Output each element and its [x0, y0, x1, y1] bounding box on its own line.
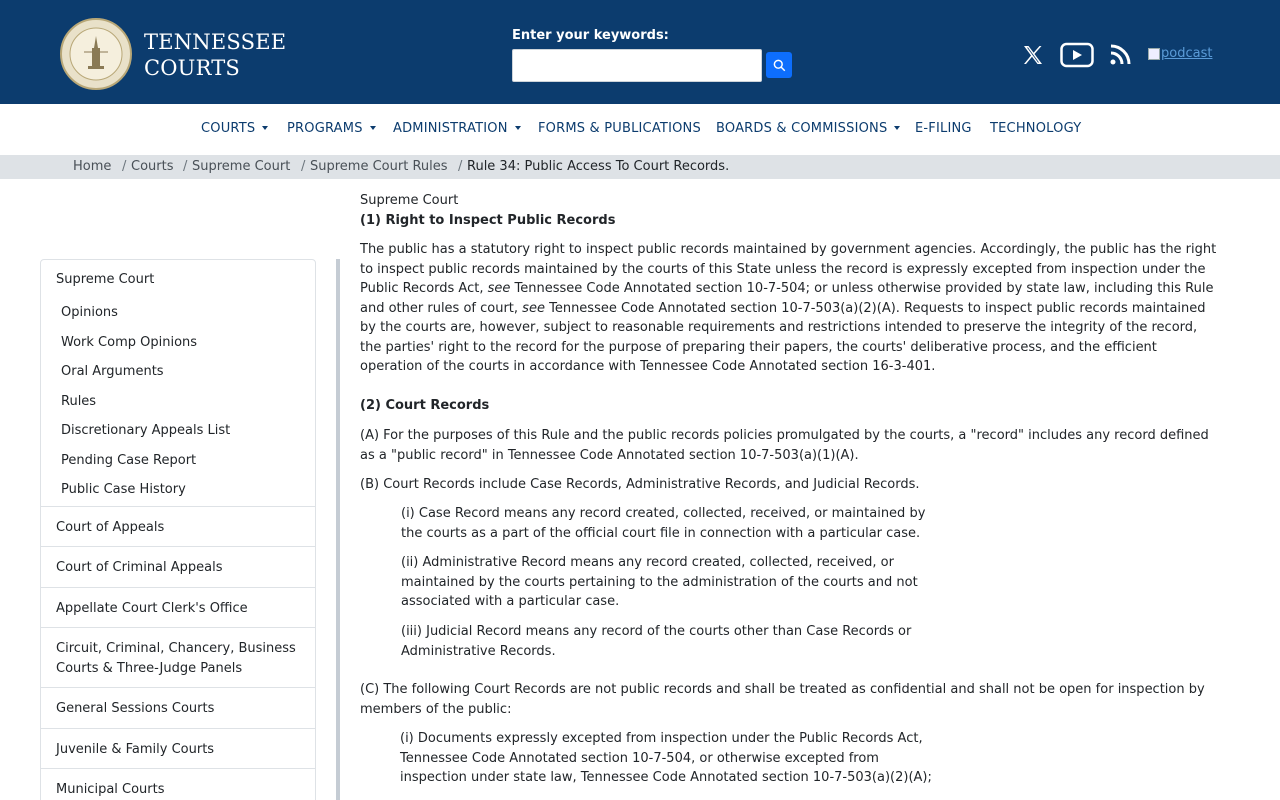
nav-label: E-FILING — [915, 121, 972, 136]
nav-label: COURTS — [201, 121, 256, 136]
site-brand[interactable] — [144, 29, 286, 81]
nav-technology[interactable] — [990, 121, 1081, 136]
text-run: Tennessee Code Annotated section 10-7-503(a)(2)(A). Requests to inspect public records maintained by the courts are, however, subject to reasonable requirements and restrictions intended to preserve the integrity of the record, the parties' right to the record for the purpose of preparing their papers, the courts' deliberative process, and the efficient operation of the courts in accordance with Tennessee Code Annotated section 16-3-401. — [360, 300, 1206, 374]
sidebar-subitem-oral-arguments[interactable]: Oral Arguments — [61, 364, 164, 379]
sidebar-item-court-of-criminal-appeals[interactable]: Court of Criminal Appeals — [41, 546, 315, 587]
search-input[interactable] — [512, 49, 762, 82]
text-run: Tennessee Code Annotated section 10-7-504; or unless otherwise provided by state law, including this Rule and other rules of court, — [360, 281, 1214, 316]
podcast-link[interactable] — [1148, 46, 1212, 61]
search-button[interactable] — [766, 52, 792, 78]
nav-boards-commissions[interactable] — [716, 121, 900, 136]
breadcrumb-separator: / — [301, 159, 306, 174]
breadcrumb-courts[interactable]: Courts — [131, 159, 174, 174]
sidebar-subitem-public-case-history[interactable]: Public Case History — [61, 482, 186, 497]
text-run: The public has a statutory right to inspect public records maintained by government agencies. Accordingly, the public has the right to inspect public records maintained by the courts of this State unless the record is expressly excepted from inspection under the Public Records Act, — [360, 242, 1217, 296]
sidebar-item-supreme-court[interactable]: Supreme Court — [56, 272, 155, 287]
text-run-italic: see — [522, 300, 545, 316]
x-twitter-icon — [1021, 43, 1045, 67]
sidebar-item-circuit-criminal-chancery[interactable]: Circuit, Criminal, Chancery, Business Courts & Three-Judge Panels — [41, 627, 315, 688]
section-2-para-b-iii: (iii) Judicial Record means any record of the courts other than Case Records or Administrative Records. — [401, 624, 912, 659]
breadcrumb-separator: / — [122, 159, 127, 174]
nav-label: ADMINISTRATION — [393, 121, 508, 136]
section-2-para-c-i: (i) Documents expressly excepted from inspection under the Public Records Act, Tennessee Code Annotated section 10-7-504, or otherwise excepted from inspection under state law, Tennessee Code Annotated section 10-7-503(a)(2)(A); — [400, 731, 932, 785]
breadcrumb-current: Rule 34: Public Access To Court Records. — [467, 159, 730, 174]
podcast-alt-text: podcast — [1161, 46, 1213, 61]
brand-line-2: COURTS — [144, 56, 241, 80]
broken-image-icon — [1148, 48, 1160, 60]
section-2-para-b: (B) Court Records include Case Records, Administrative Records, and Judicial Records. — [360, 477, 920, 492]
breadcrumb — [0, 155, 1280, 179]
breadcrumb-supreme-court-rules[interactable]: Supreme Court Rules — [310, 159, 448, 174]
nav-courts[interactable] — [201, 121, 268, 136]
state-seal-logo[interactable] — [60, 18, 132, 90]
sidebar-item-appellate-clerk[interactable]: Appellate Court Clerk's Office — [41, 587, 315, 628]
sidebar-item-juvenile-family[interactable]: Juvenile & Family Courts — [41, 728, 315, 769]
content-kicker: Supreme Court — [360, 193, 459, 208]
content-divider — [336, 259, 340, 800]
site-header — [0, 0, 1280, 104]
youtube-icon — [1060, 42, 1094, 68]
main-nav — [0, 104, 1280, 155]
nav-label: BOARDS & COMMISSIONS — [716, 121, 888, 136]
nav-e-filing[interactable] — [915, 121, 972, 136]
section-2-para-b-ii: (ii) Administrative Record means any record created, collected, received, or maintained by the courts pertaining to the administration of the courts and not associated with a particular case. — [401, 555, 918, 609]
caret-down-icon — [262, 126, 268, 130]
sidebar-subitem-opinions[interactable]: Opinions — [61, 305, 118, 320]
sidebar-nav — [40, 259, 316, 800]
rss-icon — [1108, 43, 1132, 67]
search-label: Enter your keywords: — [512, 28, 669, 43]
nav-label: FORMS & PUBLICATIONS — [538, 121, 701, 136]
nav-administration[interactable] — [393, 121, 521, 136]
sidebar-subitem-pending-case-report[interactable]: Pending Case Report — [61, 453, 197, 468]
caret-down-icon — [370, 126, 376, 130]
sidebar-item-general-sessions[interactable]: General Sessions Courts — [41, 687, 315, 728]
x-twitter-link[interactable] — [1018, 40, 1048, 70]
rss-link[interactable] — [1105, 40, 1135, 70]
section-2-para-c: (C) The following Court Records are not public records and shall be treated as confidential and shall not be open for inspection by members of the public: — [360, 682, 1205, 717]
nav-label: PROGRAMS — [287, 121, 363, 136]
section-2-heading: (2) Court Records — [360, 398, 490, 413]
search-icon — [773, 59, 786, 72]
nav-programs[interactable] — [287, 121, 376, 136]
sidebar-item-municipal-courts[interactable]: Municipal Courts — [41, 768, 315, 800]
nav-forms-publications[interactable] — [538, 121, 701, 136]
section-2-para-b-i: (i) Case Record means any record created, collected, received, or maintained by the courts as a part of the official court file in connection with a particular case. — [401, 506, 926, 541]
section-1-paragraph — [360, 240, 1222, 377]
caret-down-icon — [515, 126, 521, 130]
sidebar-item-court-of-appeals[interactable]: Court of Appeals — [41, 506, 315, 547]
sidebar-subitem-discretionary-appeals[interactable]: Discretionary Appeals List — [61, 423, 231, 438]
text-run-italic: see — [487, 281, 511, 296]
sidebar-subitem-rules[interactable]: Rules — [61, 394, 97, 409]
section-1-heading: (1) Right to Inspect Public Records — [360, 213, 616, 228]
caret-down-icon — [894, 126, 900, 130]
breadcrumb-separator: / — [183, 159, 188, 174]
youtube-link[interactable] — [1060, 40, 1094, 70]
brand-line-1: TENNESSEE — [144, 30, 287, 54]
nav-label: TECHNOLOGY — [990, 121, 1082, 136]
sidebar-subitem-work-comp-opinions[interactable]: Work Comp Opinions — [61, 335, 198, 350]
breadcrumb-supreme-court[interactable]: Supreme Court — [192, 159, 291, 174]
breadcrumb-home[interactable]: Home — [73, 159, 112, 174]
breadcrumb-separator: / — [458, 159, 463, 174]
section-2-para-a: (A) For the purposes of this Rule and the public records policies promulgated by the courts, a "record" includes any record defined as a "public record" in Tennessee Code Annotated section 10-7-503(a)(1)(A). — [360, 428, 1209, 463]
